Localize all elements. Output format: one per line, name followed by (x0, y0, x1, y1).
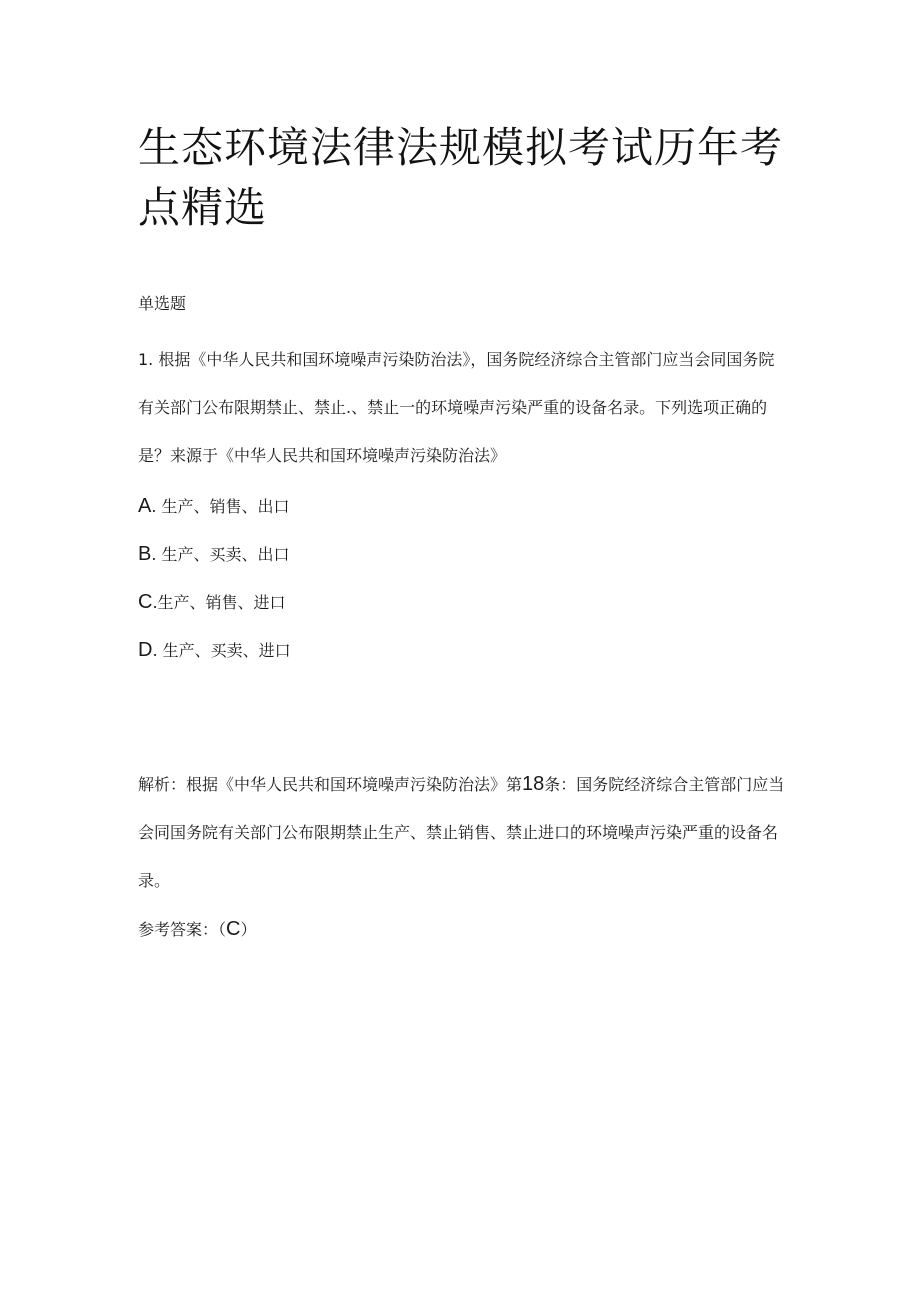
answer-close-paren: ） (240, 920, 257, 939)
option-b (138, 530, 788, 578)
option-d (138, 626, 788, 674)
question-text: 1. 根据《中华人民共和国环境噪声污染防治法》，国务院经济综合主管部门应当会同国务院有关部门公布限期禁止、禁止.、禁止一的环境噪声污染严重的设备名录。下列选项正确的是？来源于《中华人民共和国环境噪声污染防治法》 (138, 350, 775, 465)
option-separator: . (152, 593, 158, 612)
option-text: 生产、销售、出口 (161, 497, 290, 516)
option-separator: . (151, 497, 162, 516)
option-letter: C (138, 591, 153, 613)
option-c (138, 578, 788, 626)
analysis-paragraph (138, 760, 788, 905)
option-letter: D (138, 639, 153, 661)
document-page (138, 118, 788, 954)
article-number: 18 (522, 773, 545, 795)
option-separator: . (151, 545, 162, 564)
document-title: 生态环境法律法规模拟考试历年考点精选 (138, 123, 784, 232)
analysis-prefix: 解析：根据《中华人民共和国环境噪声污染防治法》第 (138, 775, 523, 794)
option-letter: B (138, 543, 152, 565)
reference-answer (138, 905, 788, 954)
answer-open-paren: （ (218, 920, 227, 939)
answer-value: C (226, 918, 241, 940)
option-letter: A (138, 495, 152, 517)
option-separator: . (152, 641, 163, 660)
option-text: 生产、销售、进口 (157, 593, 286, 612)
option-text: 生产、买卖、进口 (162, 641, 291, 660)
section-label: 单选题 (138, 294, 187, 313)
analysis-suffix: 条：国务院经济综合主管部门应当会同国务院有关部门公布限期禁止生产、禁止销售、禁止进口的环境噪声污染严重的设备名录。 (138, 775, 785, 890)
options-list (138, 482, 788, 674)
option-text: 生产、买卖、出口 (161, 545, 290, 564)
answer-label: 参考答案： (138, 920, 219, 939)
option-a (138, 482, 788, 530)
